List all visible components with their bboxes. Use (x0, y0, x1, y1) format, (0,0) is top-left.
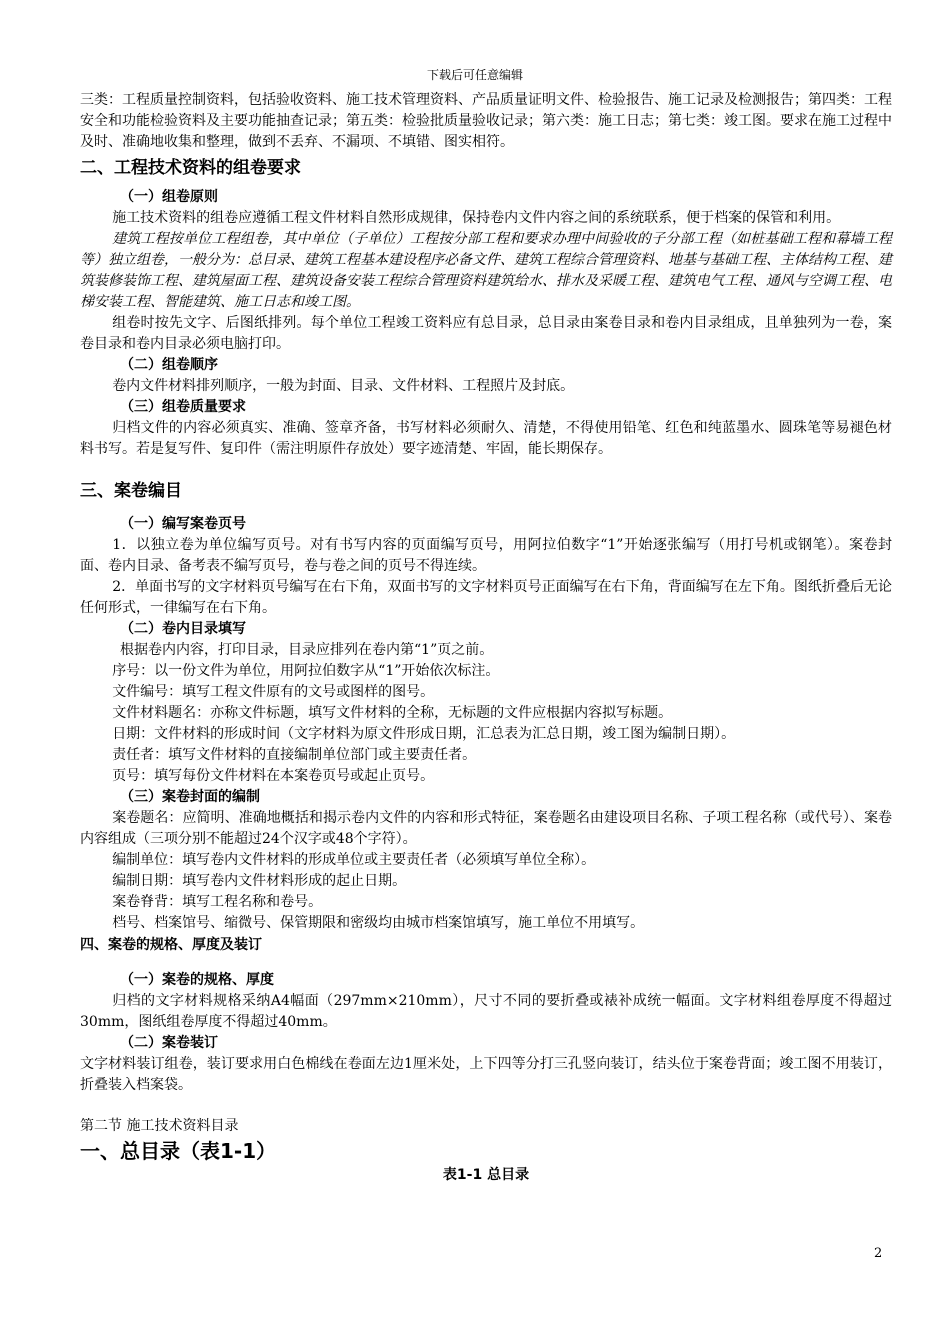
section-4-paragraph-1: 归档的文字材料规格采纳A4幅面（297mm×210mm），尺寸不同的要折叠或裱补成统一幅面。文字材料组卷厚度不得超过30mm，图纸组卷厚度不得超过40mm。 (80, 993, 892, 1030)
section-3-paragraph-1: 1．以独立卷为单位编写页号。对有书写内容的页面编写页号，用阿拉伯数字“1”开始逐张编写（用打号机或钢笔）。案卷封面、卷内目录、备考表不编写页号，卷与卷之间的页号不得连续。 (80, 537, 892, 574)
section-2-title: 二、工程技术资料的组卷要求 (80, 158, 301, 178)
section-3-paragraph-4: 序号：以一份文件为单位，用阿拉伯数字从“1”开始依次标注。 (112, 663, 500, 679)
document-body (80, 90, 892, 1186)
section-3-paragraph-8: 责任者：填写文件材料的直接编制单位部门或主要责任者。 (112, 747, 477, 763)
page-number: 2 (874, 1246, 883, 1261)
section-label: 第二节 施工技术资料目录 (80, 1118, 239, 1134)
section-4-paragraph-2: 文字材料装订组卷，装订要求用白色棉线在卷面左边1厘米处，上下四等分打三孔竖向装订，结头位于案卷背面；竣工图不用装订，折叠装入档案袋。 (80, 1056, 892, 1093)
section-2-paragraph-3: 组卷时按先文字、后图纸排列。每个单位工程竣工资料应有总目录，总目录由案卷目录和卷内目录组成，且单独列为一卷，案卷目录和卷内目录必须电脑打印。 (80, 315, 892, 352)
section-3-paragraph-7: 日期：文件材料的形成时间（文字材料为原文件形成日期，汇总表为汇总日期，竣工图为编制日期）。 (112, 726, 736, 742)
section-3-paragraph-10: 案卷题名：应简明、准确地概括和揭示卷内文件的内容和形式特征，案卷题名由建设项目名称、子项工程名称（或代号）、案卷内容组成（三项分别不能超过24个汉字或48个字符）。 (80, 810, 892, 847)
section-3-paragraph-13: 案卷脊背：填写工程名称和卷号。 (112, 894, 323, 910)
section-3-paragraph-3: 根据卷内内容，打印目录，目录应排列在卷内第“1”页之前。 (120, 642, 494, 658)
section-2-paragraph-2: 建筑工程按单位工程组卷，其中单位（子单位）工程按分部工程和要求办理中间验收的子分部工程（如桩基础工程和幕墙工程等）独立组卷，一般分为：总目录、建筑工程基本建设程序必备文件、建筑工程综合管理资料、地基与基础工程、主体结构工程、建筑装修装饰工程、建筑屋面工程、建筑设备安装工程综合管理资料建筑给水、排水及采暖工程、建筑电气工程、通风与空调工程、电梯安装工程、智能建筑、施工日志和竣工图。 (80, 231, 892, 310)
section-2-paragraph-4: 卷内文件材料排列顺序，一般为封面、目录、文件材料、工程照片及封底。 (112, 378, 575, 394)
section-3-paragraph-11: 编制单位：填写卷内文件材料的形成单位或主要责任者（必须填写单位全称）。 (112, 852, 596, 868)
section-3-sub-2: （二）卷内目录填写 (120, 621, 246, 637)
section-3-paragraph-2: 2．单面书写的文字材料页号编写在右下角，双面书写的文字材料页号正面编写在右下角，背面编写在左下角。图纸折叠后无论任何形式，一律编写在右下角。 (80, 579, 892, 616)
section-3-paragraph-14: 档号、档案馆号、缩微号、保管期限和密级均由城市档案馆填写，施工单位不用填写。 (112, 915, 645, 931)
section-4-title: 四、案卷的规格、厚度及装订 (80, 937, 262, 953)
section-2-sub-3: （三）组卷质量要求 (120, 399, 246, 415)
intro-paragraph: 三类：工程质量控制资料，包括验收资料、施工技术管理资料、产品质量证明文件、检验报告、施工记录及检测报告；第四类：工程安全和功能检验资料及主要功能抽查记录；第五类：检验批质量验收记录；第六类：施工日志；第七类：竣工图。要求在施工过程中及时、准确地收集和整理，做到不丢弃、不漏项、不填错、图实相符。 (80, 92, 892, 150)
section-3-paragraph-9: 页号：填写每份文件材料在本案卷页号或起止页号。 (112, 768, 435, 784)
section-3-paragraph-6: 文件材料题名：亦称文件标题，填写文件材料的全称，无标题的文件应根据内容拟写标题。 (112, 705, 673, 721)
total-catalog-title: 一、总目录（表1-1） (80, 1139, 277, 1163)
section-4-sub-2: （二）案卷装订 (120, 1035, 218, 1051)
section-3-sub-1: （一）编写案卷页号 (120, 516, 246, 532)
section-3-title: 三、案卷编目 (80, 481, 182, 501)
section-2-sub-2: （二）组卷顺序 (120, 357, 218, 373)
section-3-paragraph-12: 编制日期：填写卷内文件材料形成的起止日期。 (112, 873, 407, 889)
section-4-sub-1: （一）案卷的规格、厚度 (120, 972, 274, 988)
section-3-sub-3: （三）案卷封面的编制 (120, 789, 260, 805)
section-2-paragraph-1: 施工技术资料的组卷应遵循工程文件材料自然形成规律，保持卷内文件内容之间的系统联系，便于档案的保管和利用。 (112, 210, 841, 226)
section-3-paragraph-5: 文件编号：填写工程文件原有的文号或图样的图号。 (112, 684, 435, 700)
section-2-sub-1: （一）组卷原则 (120, 189, 218, 205)
page-header: 下载后可任意编辑 (426, 68, 523, 82)
section-2-paragraph-5: 归档文件的内容必须真实、准确、签章齐备，书写材料必须耐久、清楚，不得使用铅笔、红色和纯蓝墨水、圆珠笔等易褪色材料书写。若是复写件、复印件（需注明原件存放处）要字迹清楚、牢固，能长期保存。 (80, 420, 892, 457)
table-caption: 表1-1 总目录 (442, 1167, 530, 1183)
